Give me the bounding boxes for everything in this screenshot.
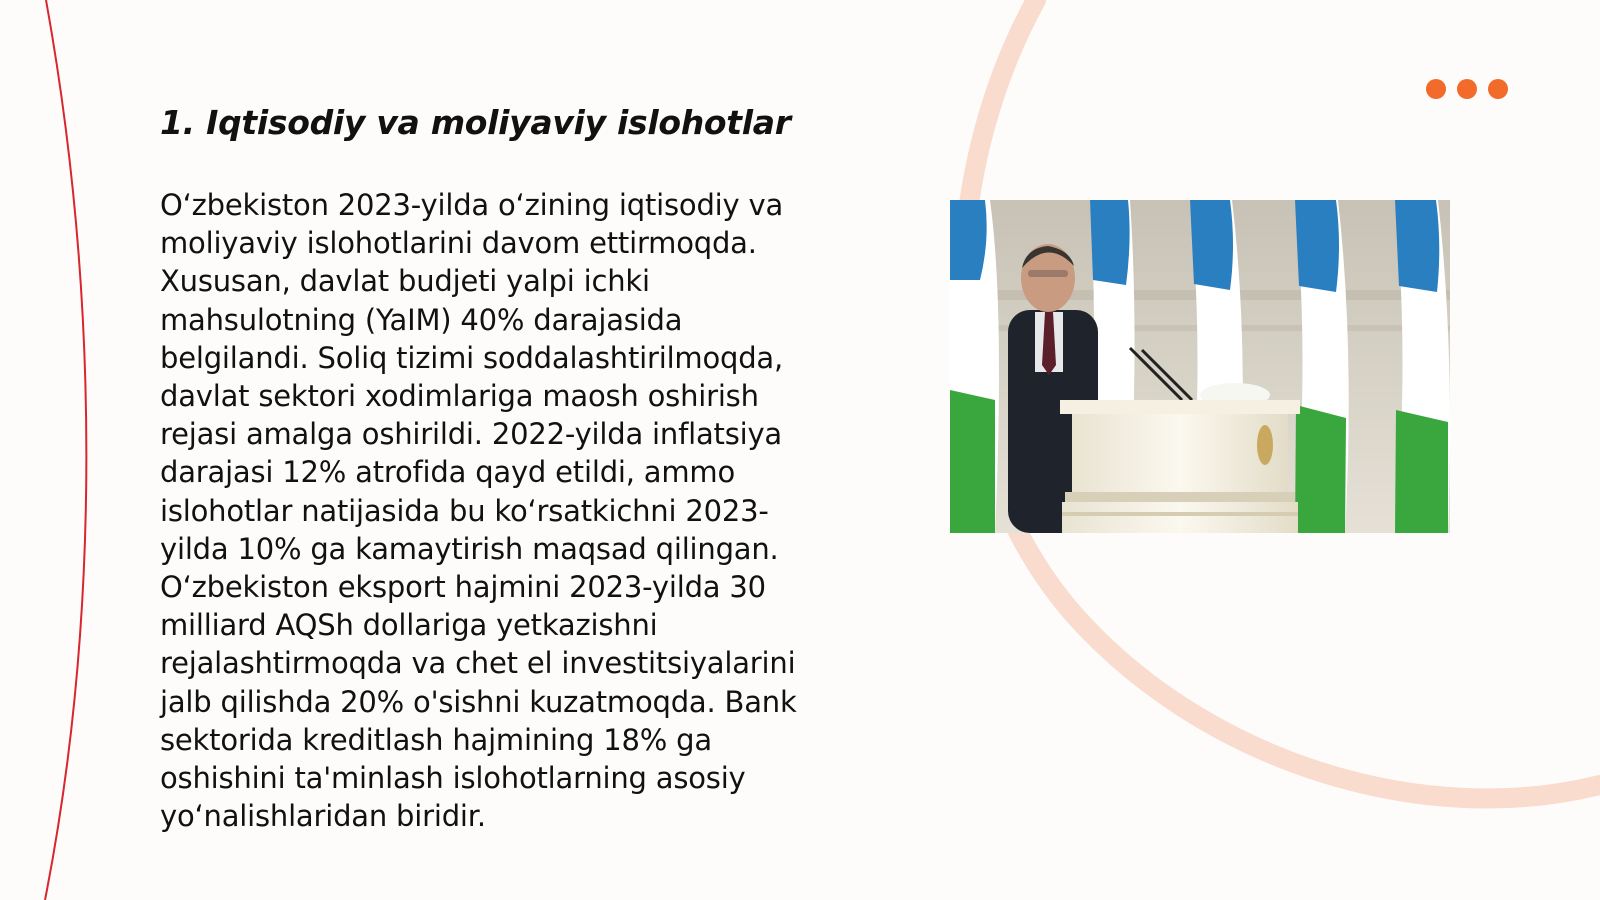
flag <box>1295 200 1349 533</box>
decorative-red-curve <box>45 0 86 900</box>
slide-title: 1. Iqtisodiy va moliyaviy islohotlar <box>160 103 791 142</box>
dot-icon <box>1488 79 1508 99</box>
dot-icon <box>1457 79 1477 99</box>
podium <box>1060 400 1300 533</box>
photo-illustration <box>950 200 1450 533</box>
more-dots-icon <box>1426 79 1508 99</box>
slide-body-text: O‘zbekiston 2023-yilda o‘zining iqtisodiy va moliyaviy islohotlarini davom ettirmoqda. Xususan, davlat budjeti yalpi ichki mahsulotning (YaIM) 40% darajasida belgilandi. Soliq tizimi soddalashtirilmoqda, davlat sektori xodimlariga maosh oshirish rejasi amalga oshirildi. 2022-yilda inflatsiya darajasi 12% atrofida qayd etildi, ammo islohotlar natijasida bu ko‘rsatkichni 2023-yilda 10% ga kamaytirish maqsad qilingan. O‘zbekiston eksport hajmini 2023-yilda 30 milliard AQSh dollariga yetkazishni rejalashtirmoqda va chet el investitsiyalarini jalb qilishda 20% o'sishni kuzatmoqda. Bank sektorida kreditlash hajmining 18% ga oshishini ta'minlash islohotlarning asosiy yo‘nalishlaridan biridir. <box>160 188 797 834</box>
flag <box>950 200 999 533</box>
dot-icon <box>1426 79 1446 99</box>
speaker-at-podium-photo <box>950 200 1450 533</box>
flag <box>1395 200 1450 533</box>
